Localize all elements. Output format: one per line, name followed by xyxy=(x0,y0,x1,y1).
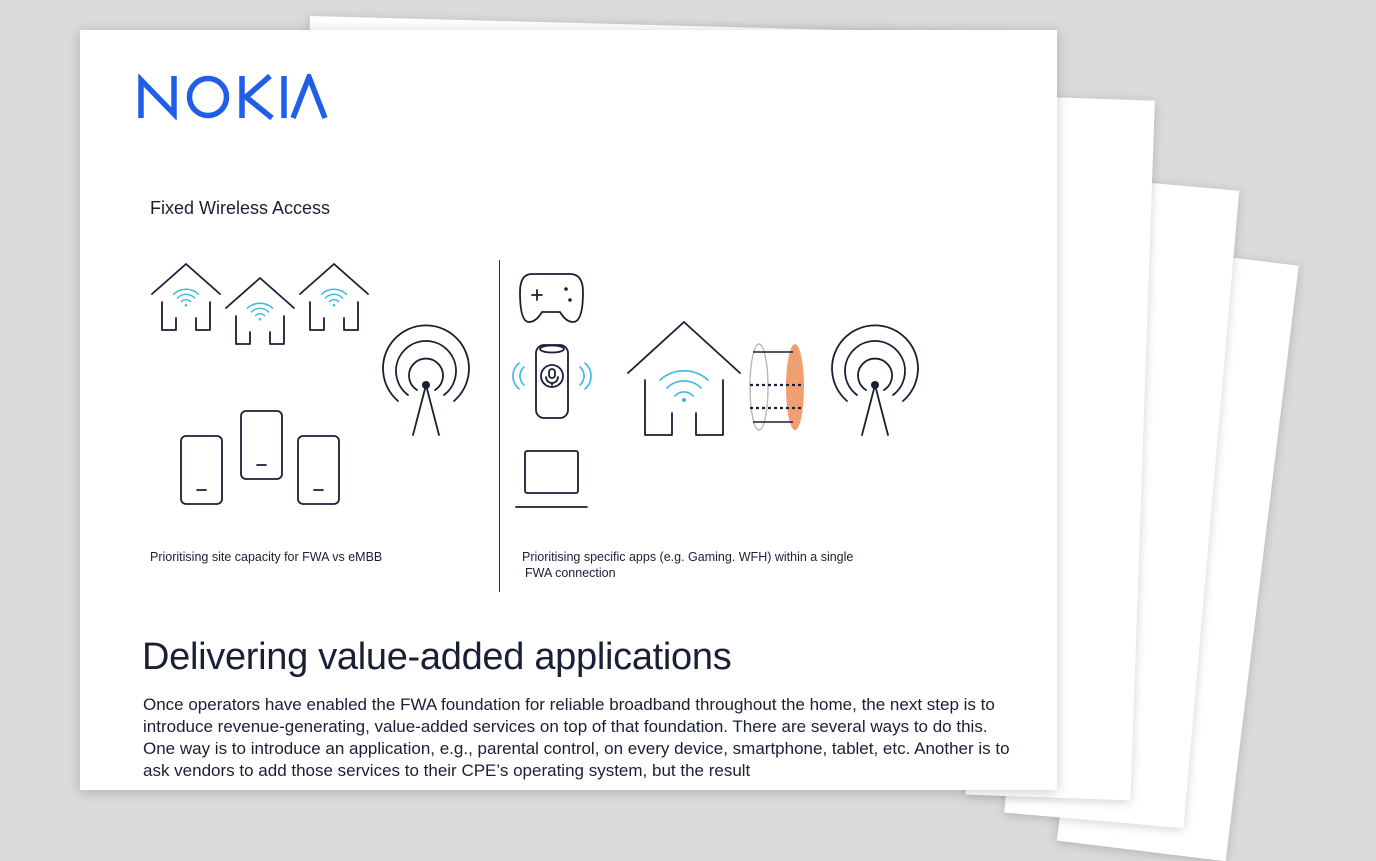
smart-speaker-icon xyxy=(513,345,591,418)
illustration xyxy=(80,30,1057,630)
house-wifi-icon xyxy=(300,264,368,330)
caption-site-capacity: Prioritising site capacity for FWA vs eMBB xyxy=(150,550,383,564)
laptop-icon xyxy=(516,451,587,507)
caption-app-prioritisation xyxy=(522,549,912,581)
house-wifi-icon xyxy=(152,264,220,330)
smartphone-icon xyxy=(298,436,339,504)
section-heading: Delivering value-added applications xyxy=(142,636,732,678)
cell-tower-icon xyxy=(383,325,469,435)
smartphone-icon xyxy=(241,411,282,479)
smartphone-icon xyxy=(181,436,222,504)
house-wifi-icon xyxy=(226,278,294,344)
document-page xyxy=(80,30,1057,790)
body-paragraph: Once operators have enabled the FWA foundation for reliable broadband throughout the home, the next step is to introduce revenue-generating, value-added services on top of that foundation. There are several ways to do this. One way is to introduce an application, e.g., parental control, on every device, smartphone, tablet, etc. Another is to ask vendors to add those services to their CPE’s operating system, but the result xyxy=(143,695,1010,780)
section-label: Fixed Wireless Access xyxy=(150,198,331,218)
caption-line: Prioritising specific apps (e.g. Gaming. WFH) within a single xyxy=(522,550,854,564)
cell-tower-icon xyxy=(832,325,918,435)
network-slice-icon xyxy=(750,344,804,430)
house-wifi-icon xyxy=(628,322,740,435)
column-divider xyxy=(499,260,500,592)
gamepad-icon xyxy=(520,274,583,322)
caption-line: FWA connection xyxy=(525,566,616,580)
